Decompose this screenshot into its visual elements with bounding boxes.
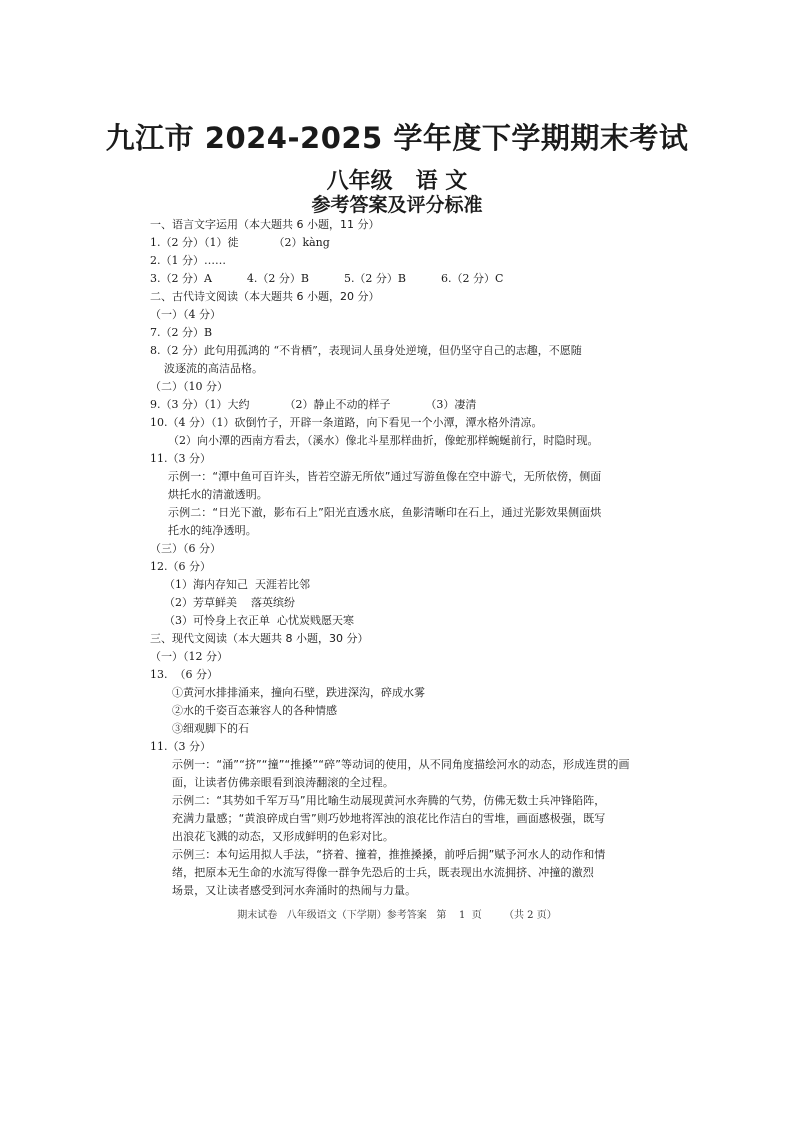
- answer-line: 10.（4 分）（1）砍倒竹子，开辟一条道路，向下看见一个小潭，潭水格外清凉。: [150, 416, 543, 429]
- answer-line: 托水的纯净透明。: [168, 524, 257, 537]
- page-footer: 期末试卷 八年级语文（下学期）参考答案 第 1 页 （共 2 页）: [237, 910, 557, 921]
- grade-subject-heading: 八年级 语 文: [326, 169, 468, 194]
- answer-line: 12.（6 分）: [150, 560, 211, 573]
- answer-line: 充满力量感；“黄浪碎成白雪”则巧妙地将浑浊的浪花比作洁白的雪堆，画面感极强，既写: [172, 812, 606, 825]
- answer-line: 出浪花飞溅的动态，又形成鲜明的色彩对比。: [172, 830, 394, 843]
- answer-line: 示例二：“其势如千军万马”用比喻生动展现黄河水奔腾的气势，仿佛无数士兵冲锋陷阵，: [172, 794, 606, 807]
- answer-line: （一）（12 分）: [150, 650, 228, 663]
- answer-line: ③细观脚下的石: [172, 722, 249, 735]
- answer-line: （二）（10 分）: [150, 380, 228, 393]
- answer-key-heading: 参考答案及评分标准: [311, 194, 483, 216]
- answer-line: 示例三：本句运用拟人手法，“挤着、撞着，推推搡搡，前呼后拥”赋予河水人的动作和情: [172, 848, 606, 861]
- answer-line: 示例二：“日光下澈，影布石上”阳光直透水底，鱼影清晰印在石上，通过光影效果侧面烘: [168, 506, 602, 519]
- answer-line: （1）海内存知己 天涯若比邻: [164, 578, 310, 591]
- answer-line: （一）（4 分）: [150, 308, 221, 321]
- exam-title: 九江市 2024-2025 学年度下学期期末考试: [105, 121, 689, 155]
- answer-line: 13. （6 分）: [150, 668, 218, 681]
- answer-line: （2）芳草鲜美 落英缤纷: [164, 596, 295, 609]
- answer-line: 示例一：“涌”“挤”“撞”“推搡”“碎”等动词的使用，从不同角度描绘河水的动态，形成连贯的画: [172, 758, 630, 771]
- answer-line: 面，让读者仿佛亲眼看到浪涛翻滚的全过程。: [172, 776, 394, 789]
- answer-line: 1.（2 分）（1）徙 （2）kàng: [150, 236, 330, 249]
- answer-line: 一、语言文字运用（本大题共 6 小题，11 分）: [150, 218, 380, 231]
- answer-line: 波逐流的高洁品格。: [164, 362, 263, 375]
- answer-line: 绪，把原本无生命的水流写得像一群争先恐后的士兵，既表现出水流拥挤、冲撞的激烈: [172, 866, 594, 879]
- answer-line: 8.（2 分）此句用孤鸿的 “不肯栖”，表现词人虽身处逆境，但仍坚守自己的志趣，不愿随: [150, 344, 582, 357]
- answer-line: 3.（2 分）A 4.（2 分）B 5.（2 分）B 6.（2 分）C: [150, 272, 504, 285]
- answer-line: 11.（3 分）: [150, 452, 211, 465]
- answer-line: （三）（6 分）: [150, 542, 221, 555]
- answer-line: 三、现代文阅读（本大题共 8 小题，30 分）: [150, 632, 369, 645]
- answer-line: 11.（3 分）: [150, 740, 211, 753]
- answer-line: 烘托水的清澈透明。: [168, 488, 268, 501]
- answer-line: 示例一：“潭中鱼可百许头，皆若空游无所依”通过写游鱼像在空中游弋，无所依傍，侧面: [168, 470, 602, 483]
- answer-line: 7.（2 分）B: [150, 326, 213, 339]
- answer-line: （2）向小潭的西南方看去，（溪水）像北斗星那样曲折，像蛇那样蜿蜒前行，时隐时现。: [168, 434, 599, 447]
- answer-line: 2.（1 分）……: [150, 254, 226, 267]
- answer-line: （3）可怜身上衣正单 心忧炭贱愿天寒: [164, 614, 354, 627]
- answer-line: ②水的千姿百态兼容人的各种情感: [172, 704, 337, 717]
- answer-line: 二、古代诗文阅读（本大题共 6 小题，20 分）: [150, 290, 380, 303]
- answer-line: ①黄河水排排涌来，撞向石壁，跌进深沟，碎成水雾: [172, 686, 425, 699]
- answer-line: 场景，又让读者感受到河水奔涌时的热闹与力量。: [172, 884, 417, 897]
- answer-line: 9.（3 分）（1）大约 （2）静止不动的样子 （3）凄清: [150, 398, 477, 411]
